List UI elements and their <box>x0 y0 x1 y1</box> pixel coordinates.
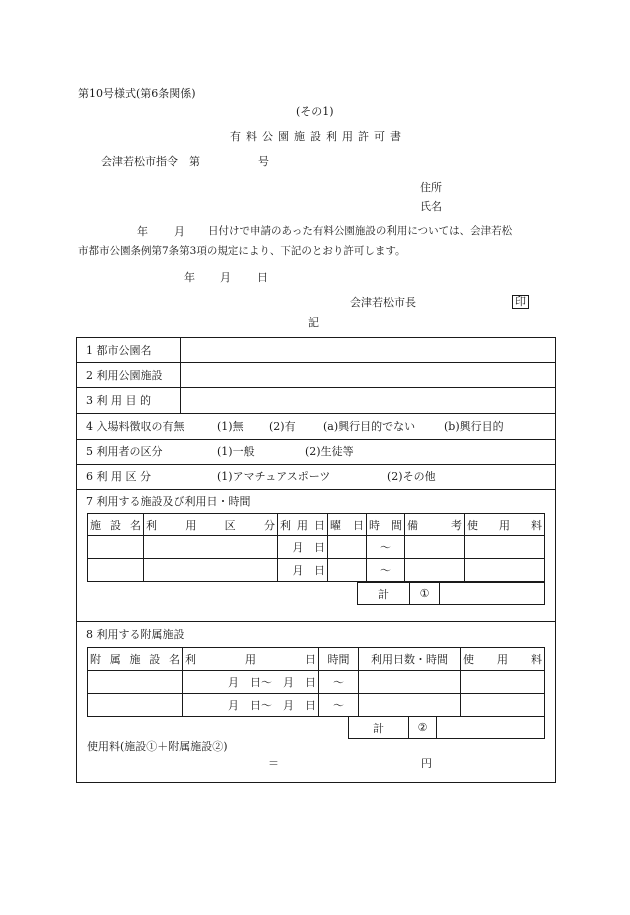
total-fee-yen: 円 <box>421 757 432 770</box>
para-month: 月 <box>174 225 185 238</box>
table-row <box>88 694 545 717</box>
remarks-cell[interactable] <box>405 559 465 582</box>
table-row <box>88 536 545 559</box>
subtotal-mark: ② <box>409 717 437 739</box>
row-8-label: 8 利用する附属施設 <box>86 628 185 641</box>
usage-date-range-cell[interactable]: 月 日～ 月 日 <box>183 671 319 694</box>
address-label: 住所 <box>420 181 442 194</box>
row-5-option-general: (1)一般 <box>217 445 255 458</box>
fee-cell[interactable] <box>461 671 545 694</box>
row-7-label: 7 利用する施設及び利用日・時間 <box>86 495 251 508</box>
body-paragraph-line2: 市都市公園条例第7条第3項の規定により、下記のとおり許可します。 <box>78 245 406 257</box>
permit-number-suffix: 号 <box>258 155 269 168</box>
table-row <box>88 559 545 582</box>
row-divider <box>77 413 555 414</box>
form-number: 第10号様式(第6条関係) <box>78 87 196 100</box>
row-3-label: 3 利 用 目 的 <box>86 394 151 407</box>
weekday-cell[interactable] <box>328 536 367 559</box>
fee-cell[interactable] <box>465 536 545 559</box>
header-usage-date: 利 用 日 <box>183 648 319 671</box>
time-cell[interactable]: ～ <box>367 536 405 559</box>
row-4-label: 4 入場料徴収の有無 <box>86 420 185 433</box>
header-time: 時間 <box>319 648 359 671</box>
attached-facility-name-cell[interactable] <box>88 671 183 694</box>
facility-usage-table <box>87 513 545 582</box>
usage-class-cell[interactable] <box>144 559 278 582</box>
attached-facility-table <box>87 647 545 717</box>
row-divider <box>77 621 555 622</box>
row-1-label: 1 都市公園名 <box>86 344 152 357</box>
ki-heading: 記 <box>308 316 319 329</box>
row-5-label: 5 利用者の区分 <box>86 445 163 458</box>
header-time: 時 間 <box>367 514 405 536</box>
row-divider <box>77 387 555 388</box>
row-4-option-a: (a)興行目的でない <box>323 420 416 433</box>
table-header-row <box>88 648 545 671</box>
row-4-option-yes: (2)有 <box>269 420 296 433</box>
row-5-option-students: (2)生徒等 <box>305 445 354 458</box>
permit-number-prefix: 会津若松市指令 第 <box>101 155 200 168</box>
facility-name-cell[interactable] <box>88 536 144 559</box>
header-days-hours: 利用日数・時間 <box>359 648 461 671</box>
fee-cell[interactable] <box>461 694 545 717</box>
header-usage-date: 利 用 日 <box>278 514 328 536</box>
issuer-name: 会津若松市長 <box>350 296 416 309</box>
issue-date-month: 月 <box>220 271 231 284</box>
usage-date-range-cell[interactable]: 月 日～ 月 日 <box>183 694 319 717</box>
row-divider <box>77 439 555 440</box>
issue-date-day: 日 <box>257 271 268 284</box>
label-column-divider <box>180 338 181 413</box>
header-fee: 使 用 料 <box>461 648 545 671</box>
header-remarks: 備 考 <box>405 514 465 536</box>
total-fee-equals: ＝ <box>268 757 279 770</box>
header-attached-facility-name: 附 属 施 設 名 <box>88 648 183 671</box>
header-weekday: 曜 日 <box>328 514 367 536</box>
permit-form <box>76 337 556 783</box>
time-cell[interactable]: ～ <box>319 694 359 717</box>
subtotal-amount-cell[interactable] <box>440 583 545 605</box>
usage-date-cell[interactable]: 月 日 <box>278 559 328 582</box>
subtotal-label: 計 <box>358 583 410 605</box>
subtotal-label: 計 <box>349 717 409 739</box>
header-usage-class: 利 用 区 分 <box>144 514 278 536</box>
issue-date-year: 年 <box>184 271 195 284</box>
facility-name-cell[interactable] <box>88 559 144 582</box>
row-divider <box>77 489 555 490</box>
facility-subtotal-table <box>357 582 545 605</box>
time-cell[interactable]: ～ <box>367 559 405 582</box>
form-title: 有料公園施設利用許可書 <box>230 130 406 143</box>
usage-class-cell[interactable] <box>144 536 278 559</box>
table-header-row <box>88 514 545 536</box>
attached-subtotal-table <box>348 716 545 739</box>
days-hours-cell[interactable] <box>359 671 461 694</box>
attached-facility-name-cell[interactable] <box>88 694 183 717</box>
form-sub-number: (その1) <box>296 105 334 118</box>
remarks-cell[interactable] <box>405 536 465 559</box>
usage-date-cell[interactable]: 月 日 <box>278 536 328 559</box>
row-divider <box>77 362 555 363</box>
time-cell[interactable]: ～ <box>319 671 359 694</box>
weekday-cell[interactable] <box>328 559 367 582</box>
name-label: 氏名 <box>420 200 442 213</box>
header-facility-name: 施 設 名 <box>88 514 144 536</box>
fee-cell[interactable] <box>465 559 545 582</box>
row-divider <box>77 464 555 465</box>
seal-mark: 印 <box>512 295 529 309</box>
row-6-option-amateur: (1)アマチュアスポーツ <box>217 470 331 483</box>
total-fee-label: 使用料(施設①＋附属施設②) <box>87 740 228 753</box>
row-4-option-b: (b)興行目的 <box>444 420 504 433</box>
row-2-label: 2 利用公園施設 <box>86 369 163 382</box>
table-row <box>88 671 545 694</box>
header-fee: 使 用 料 <box>465 514 545 536</box>
row-4-option-none: (1)無 <box>217 420 244 433</box>
subtotal-amount-cell[interactable] <box>437 717 545 739</box>
days-hours-cell[interactable] <box>359 694 461 717</box>
para-year: 年 <box>137 225 148 238</box>
subtotal-mark: ① <box>410 583 440 605</box>
body-paragraph-line1: 日付けで申請のあった有料公園施設の利用については、会津若松 <box>208 225 513 237</box>
row-6-label: 6 利 用 区 分 <box>86 470 151 483</box>
row-6-option-other: (2)その他 <box>387 470 436 483</box>
